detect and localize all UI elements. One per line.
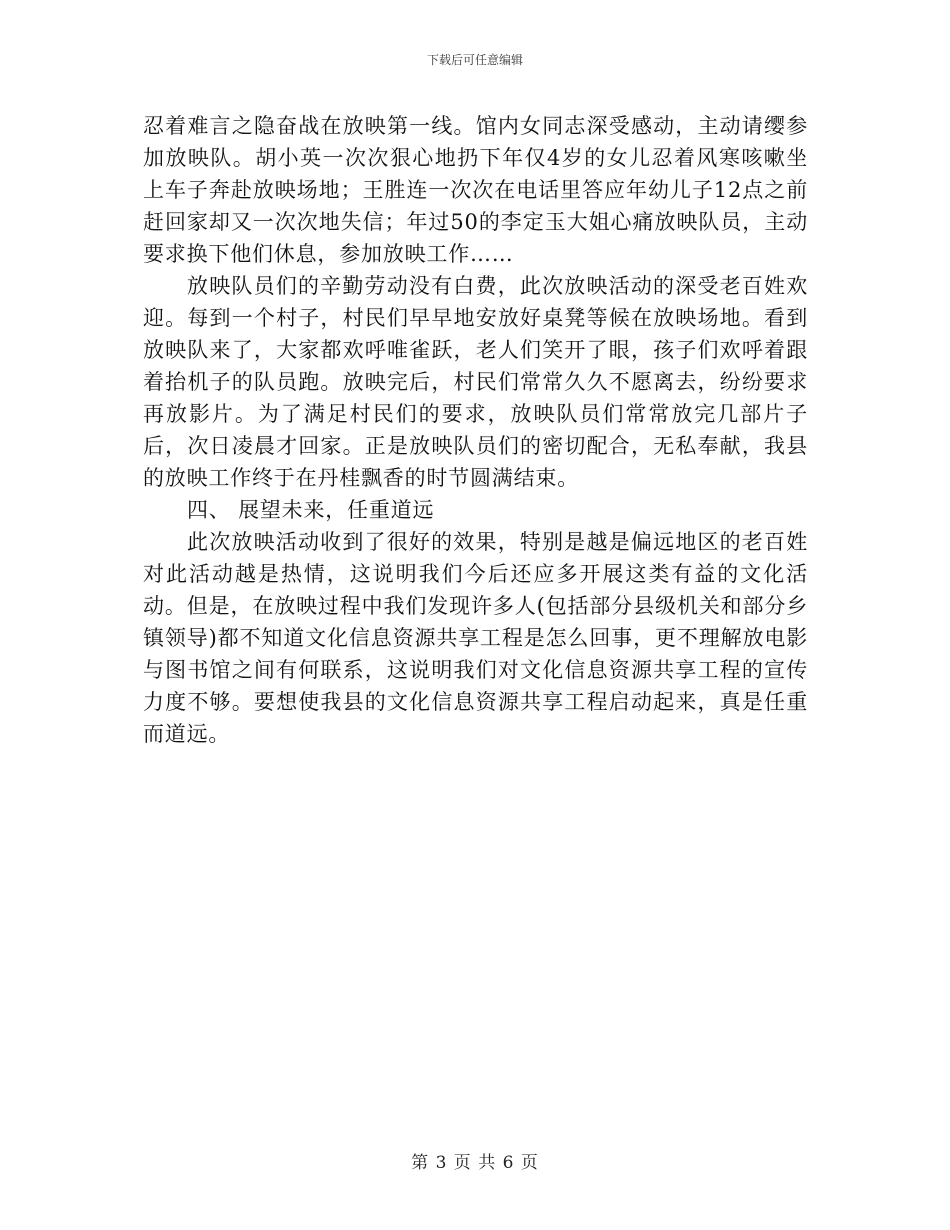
section-heading: 四、 展望未来，任重道远 [187, 498, 435, 522]
paragraph-continuation: 忍着难言之隐奋战在放映第一线。馆内女同志深受感动，主动请缨参加放映队。胡小英一次次狠心地扔下年仅4岁的女儿忍着风寒咳嗽坐上车子奔赴放映场地；王胜连一次次在电话里答应年幼儿子12点之前赶回家却又一次次地失信；年过50的李定玉大姐心痛放映队员，主动要求换下他们休息，参加放映工作…… [143, 114, 808, 266]
paragraph-screening-reception: 放映队员们的辛勤劳动没有白费，此次放映活动的深受老百姓欢迎。每到一个村子，村民们早早地安放好桌凳等候在放映场地。看到放映队来了，大家都欢呼唯雀跃，老人们笑开了眼，孩子们欢呼着跟着抬机子的队员跑。放映完后，村民们常常久久不愿离去，纷纷要求再放影片。为了满足村民们的要求，放映队员们常常放完几部片子后，次日凌晨才回家。正是放映队员们的密切配合，无私奉献，我县的放映工作终于在丹桂飘香的时节圆满结束。 [143, 274, 808, 490]
document-body [143, 110, 808, 750]
page-header: 下载后可任意编辑 [426, 53, 523, 67]
page-number: 第 3 页 共 6 页 [411, 1153, 539, 1173]
paragraph-outlook: 此次放映活动收到了很好的效果，特别是越是偏远地区的老百姓对此活动越是热情，这说明我们今后还应多开展这类有益的文化活动。但是，在放映过程中我们发现许多人(包括部分县级机关和部分乡镇领导)都不知道文化信息资源共享工程是怎么回事，更不理解放电影与图书馆之间有何联系，这说明我们对文化信息资源共享工程的宣传力度不够。要想使我县的文化信息资源共享工程启动起来，真是任重而道远。 [143, 530, 808, 746]
